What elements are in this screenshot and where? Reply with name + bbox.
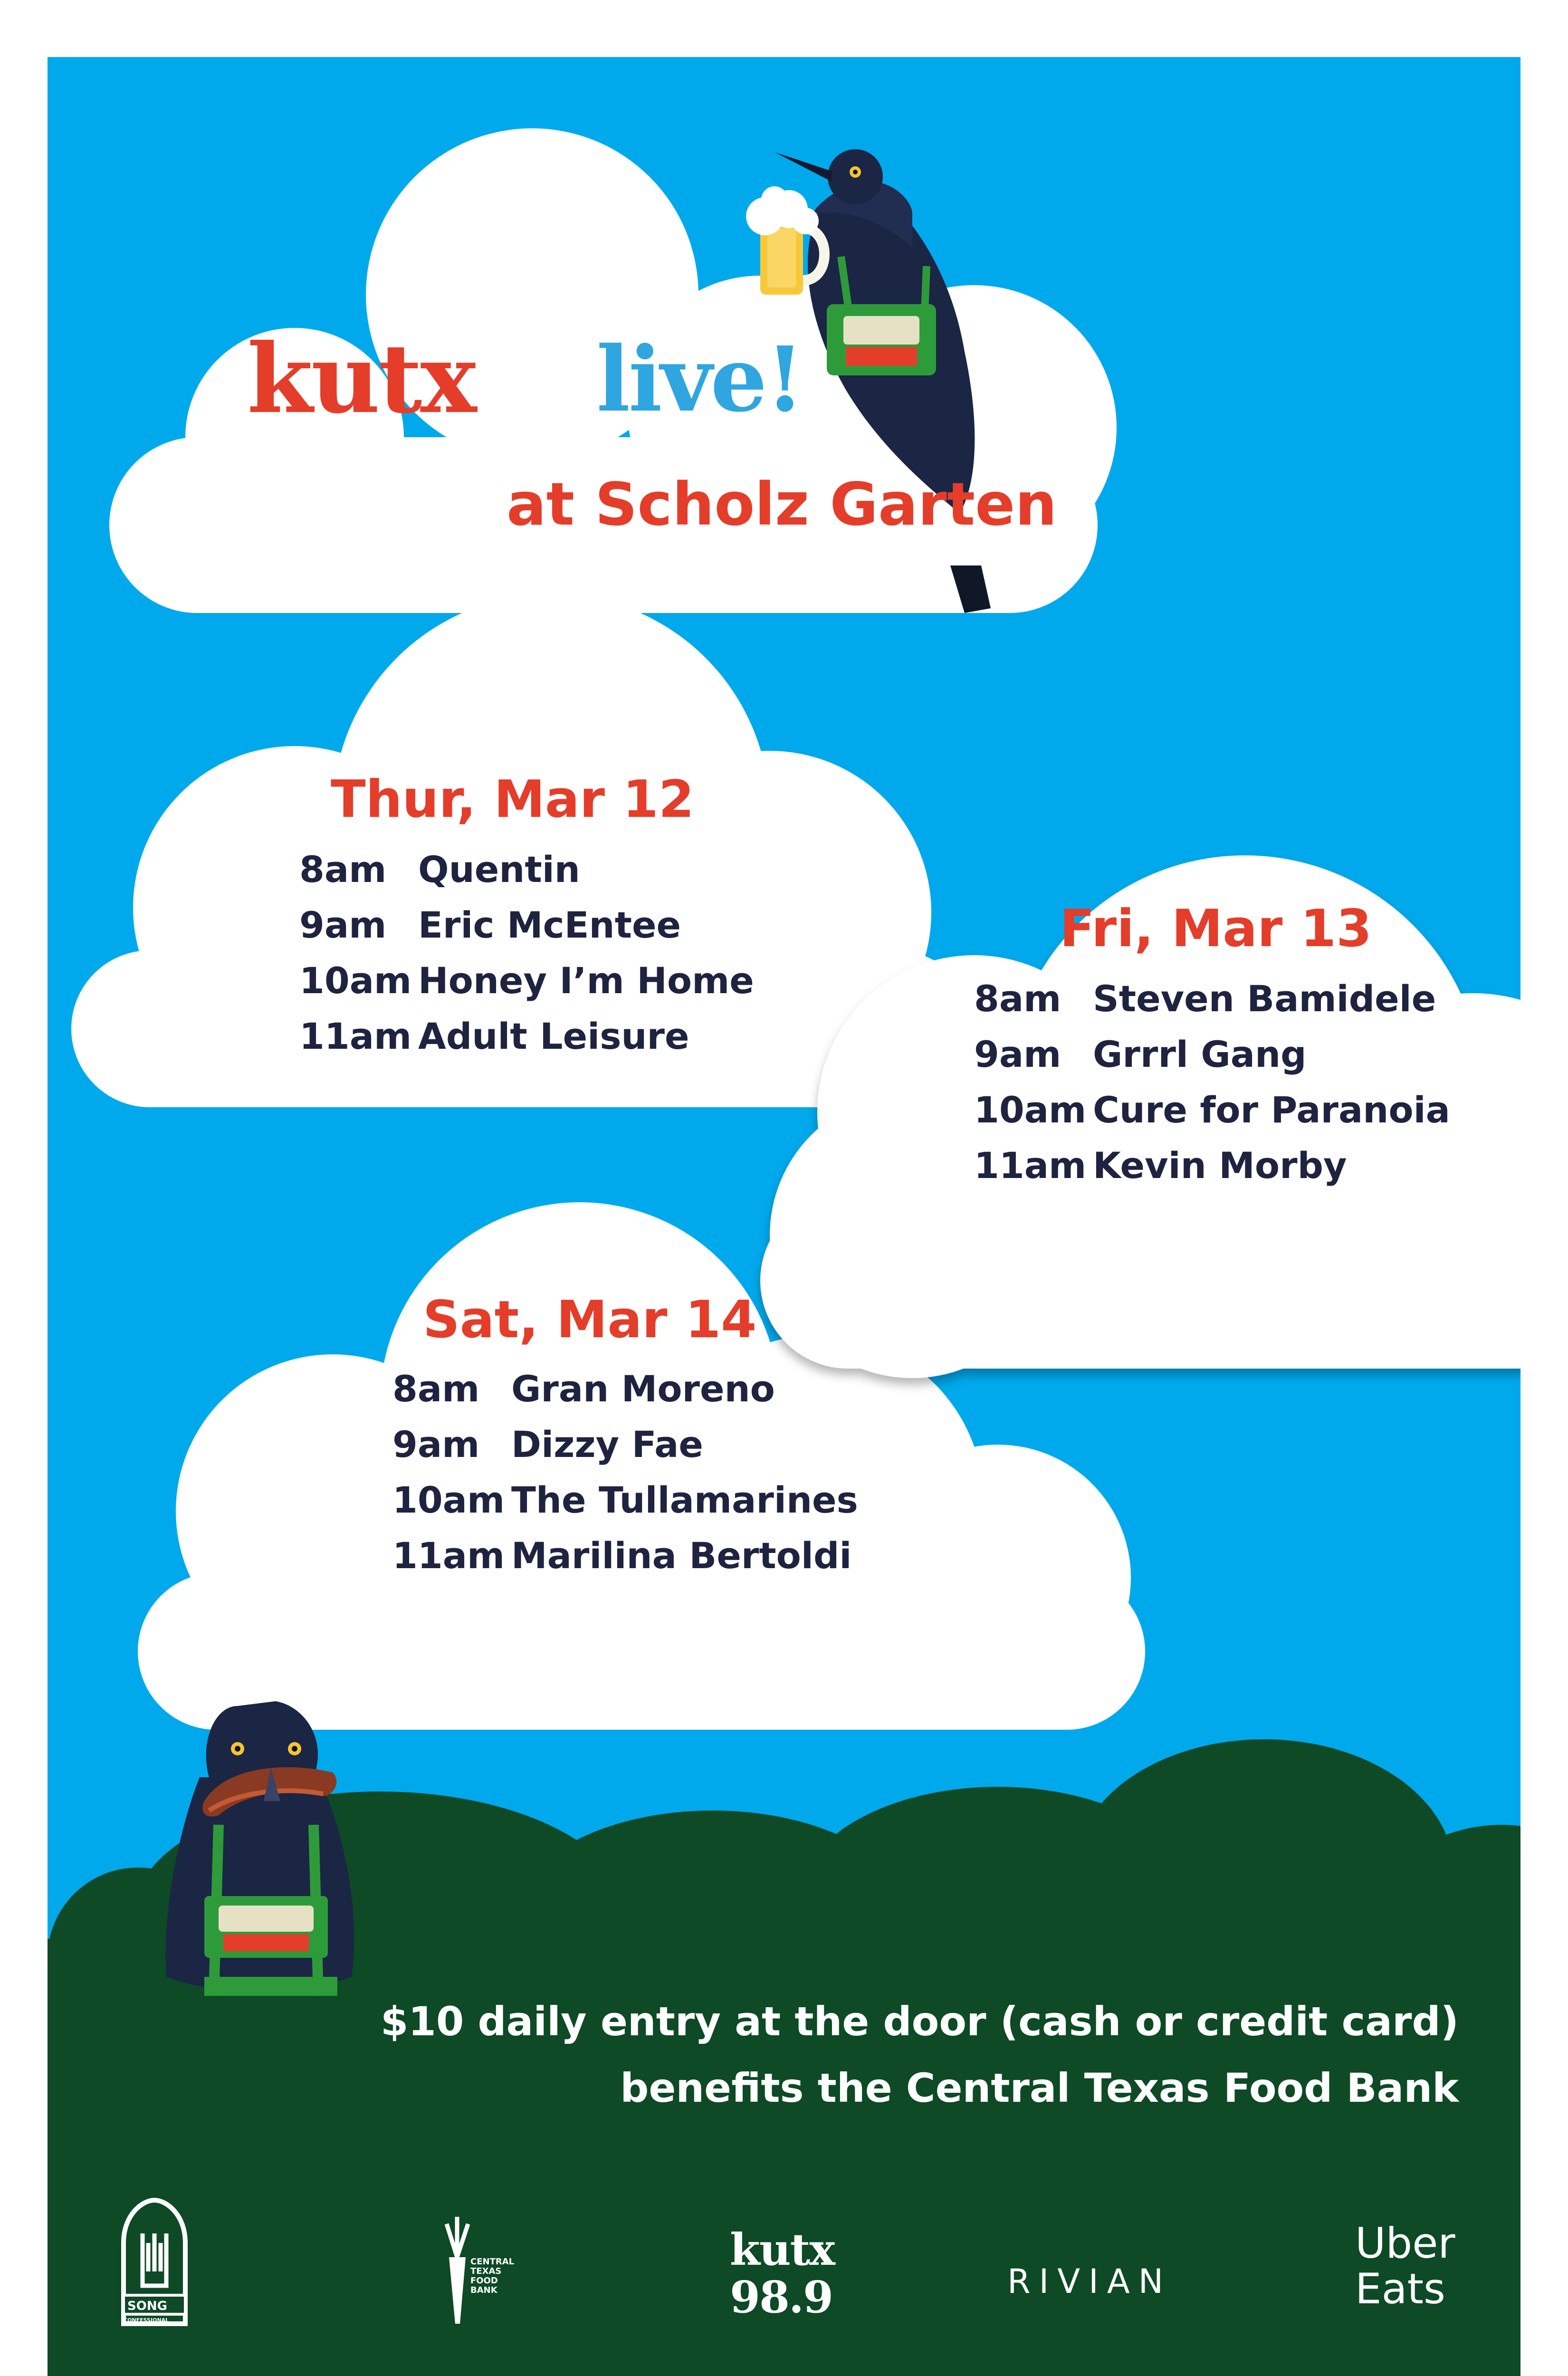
food-bank-word: FOOD [470, 2276, 498, 2286]
poster [48, 57, 1520, 2376]
slot-artist: Dizzy Fae [511, 1423, 703, 1466]
kutx-sponsor-logo: kutx [730, 2224, 834, 2275]
song-confessional-text: SONG [127, 2299, 167, 2313]
slot-time: 11am [299, 1015, 412, 1057]
slot-time: 10am [392, 1479, 505, 1521]
slot-artist: Cure for Paranoia [1093, 1089, 1450, 1131]
slot-artist: Quentin [418, 848, 580, 891]
slot-artist: Gran Moreno [511, 1368, 775, 1410]
slot-artist: Kevin Morby [1093, 1144, 1347, 1187]
slot-artist: Adult Leisure [418, 1015, 689, 1057]
slot-time: 9am [974, 1033, 1061, 1075]
schedule-row [299, 959, 754, 1002]
slot-time: 11am [974, 1144, 1087, 1187]
schedule-row [974, 1144, 1347, 1187]
slot-time: 8am [974, 977, 1061, 1020]
slot-time: 8am [299, 848, 387, 891]
eats-logo: Eats [1355, 2264, 1445, 2313]
food-bank-word: BANK [470, 2285, 497, 2295]
schedule-row [974, 977, 1436, 1020]
schedule-row [974, 1033, 1307, 1075]
grackle-with-sausage [165, 1701, 354, 1996]
schedule-row [299, 1015, 689, 1057]
food-bank-text [470, 2257, 514, 2295]
benefit-info: benefits the Central Texas Food Bank [620, 2065, 1459, 2111]
schedule-row [392, 1368, 775, 1410]
kutx-frequency: 98.9 [730, 2271, 833, 2323]
uber-logo: Uber [1355, 2219, 1455, 2268]
song-confessional-subtext: CONFESSIONAL [124, 2317, 169, 2323]
brand-kutx: kutx [247, 323, 475, 435]
day-title-saturday: Sat, Mar 14 [423, 1290, 757, 1350]
slot-time: 11am [392, 1534, 505, 1577]
slot-time: 8am [392, 1368, 480, 1410]
slot-artist: Eric McEntee [418, 904, 681, 946]
food-bank-word: TEXAS [470, 2266, 502, 2276]
slot-artist: Marilina Bertoldi [511, 1534, 852, 1577]
slot-time: 10am [974, 1089, 1087, 1131]
brand-live: live! [596, 327, 803, 432]
slot-artist: Grrrl Gang [1093, 1033, 1307, 1075]
schedule-row [299, 904, 681, 946]
schedule-row [299, 848, 580, 891]
venue-title: at Scholz Garten [507, 470, 1057, 539]
food-bank-word: CENTRAL [470, 2257, 515, 2267]
slot-time: 9am [299, 904, 387, 946]
slot-artist: Steven Bamidele [1093, 977, 1436, 1020]
schedule-row [392, 1423, 703, 1466]
schedule-row [392, 1479, 858, 1521]
slot-artist: The Tullamarines [511, 1479, 858, 1521]
schedule-row [392, 1534, 851, 1577]
slot-artist: Honey I’m Home [418, 959, 754, 1002]
rivian-logo: RIVIAN [1007, 2262, 1172, 2301]
day-title-friday: Fri, Mar 13 [1060, 899, 1372, 958]
day-title-thursday: Thur, Mar 12 [331, 770, 694, 829]
schedule-row [974, 1089, 1450, 1131]
slot-time: 9am [392, 1423, 480, 1466]
slot-time: 10am [299, 959, 412, 1002]
entry-info: $10 daily entry at the door (cash or credit card) [380, 1998, 1459, 2045]
